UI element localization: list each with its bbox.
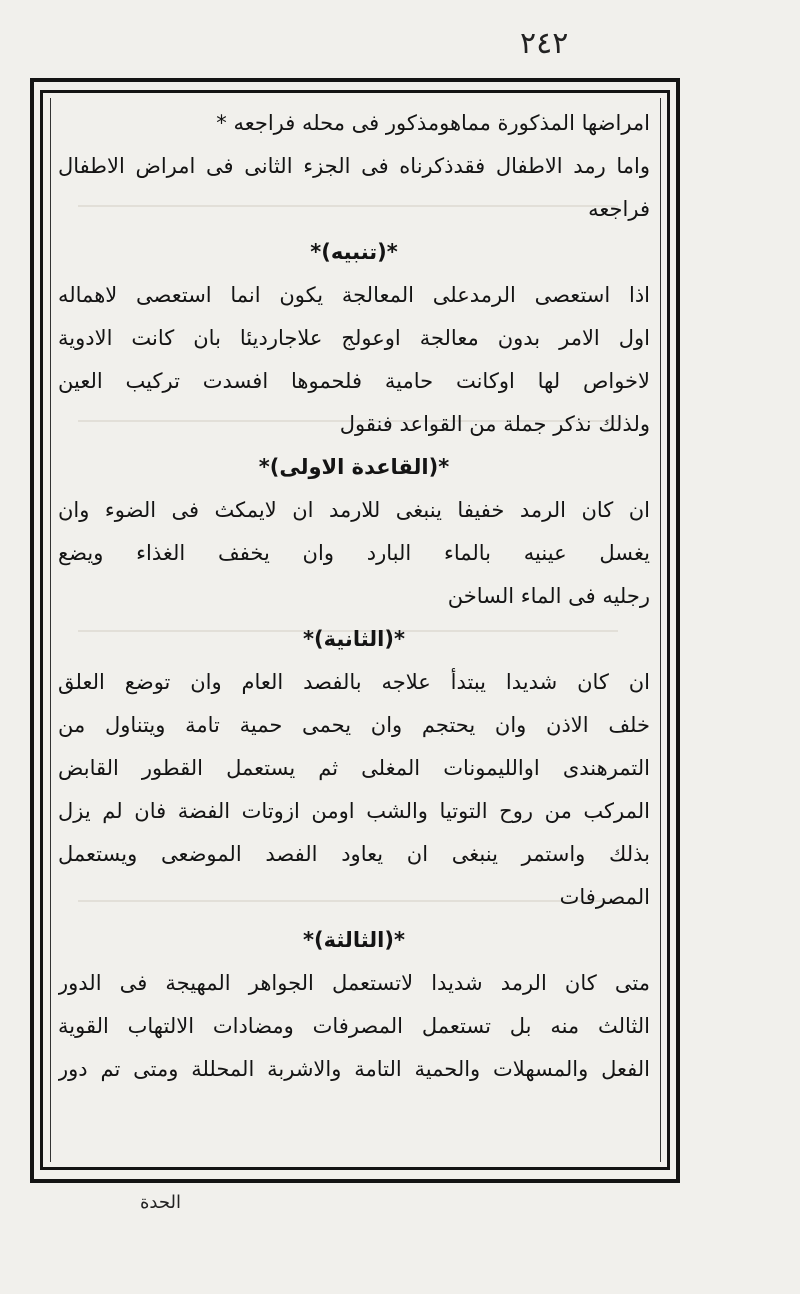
text-line: المركب من روح التوتيا والشب اومن ازوتات الفضة فان لم يزل xyxy=(58,799,650,823)
text-line: رجليه فى الماء الساخن xyxy=(447,584,650,608)
text-line: ان كان شديدا يبتدأ علاجه بالفصد العام وان توضع العلق xyxy=(58,670,650,694)
left-rule xyxy=(50,98,51,1162)
text-line: لاخواص لها اوكانت حامية فلحموها افسدت تركيب العين xyxy=(58,369,650,393)
text-line: اذا استعصى الرمدعلى المعالجة يكون انما استعصى لاهماله xyxy=(58,283,650,307)
text-line: فراجعه xyxy=(588,197,650,221)
section-heading: *(الثانية)* xyxy=(303,627,405,651)
text-line: الفعل والمسهلات والحمية التامة والاشربة المحللة ومتى تم دور xyxy=(58,1057,650,1081)
text-line: بذلك واستمر ينبغى ان يعاود الفصد الموضعى ويستعمل xyxy=(58,842,650,866)
text-line: الثالث منه بل تستعمل المصرفات ومضادات الالتهاب القوية xyxy=(58,1014,650,1038)
text-line: التمرهندى اوالليمونات المغلى ثم يستعمل القطور القابض xyxy=(58,756,650,780)
main-text xyxy=(58,102,650,1160)
section-heading: *(تنبيه)* xyxy=(310,240,398,264)
text-line: متى كان الرمد شديدا لاتستعمل الجواهر المهيجة فى الدور xyxy=(58,971,650,995)
text-line: يغسل عينيه بالماء البارد وان يخفف الغذاء ويضع xyxy=(58,541,650,565)
text-line: خلف الاذن وان يحتجم وان يحمى حمية تامة ويتناول من xyxy=(58,713,650,737)
page-number: ٢٤٢ xyxy=(520,26,569,61)
text-line: ان كان الرمد خفيفا ينبغى للارمد ان لايمكث فى الضوء وان xyxy=(58,498,650,522)
section-heading: *(الثالثة)* xyxy=(303,928,405,952)
text-line: اول الامر بدون معالجة اوعولج علاجارديئا بان كانت الادوية xyxy=(58,326,650,350)
catchword: الحدة xyxy=(140,1192,181,1213)
text-line: ولذلك نذكر جملة من القواعد فنقول xyxy=(339,412,650,436)
text-line: امراضها المذكورة مماهومذكور فى محله فراجعه * xyxy=(216,111,650,135)
text-line: واما رمد الاطفال فقدذكرناه فى الجزء الثانى فى امراض الاطفال xyxy=(58,154,650,178)
right-rule xyxy=(660,98,661,1162)
section-heading: *(القاعدة الاولى)* xyxy=(258,455,450,479)
text-line: المصرفات xyxy=(559,885,650,909)
